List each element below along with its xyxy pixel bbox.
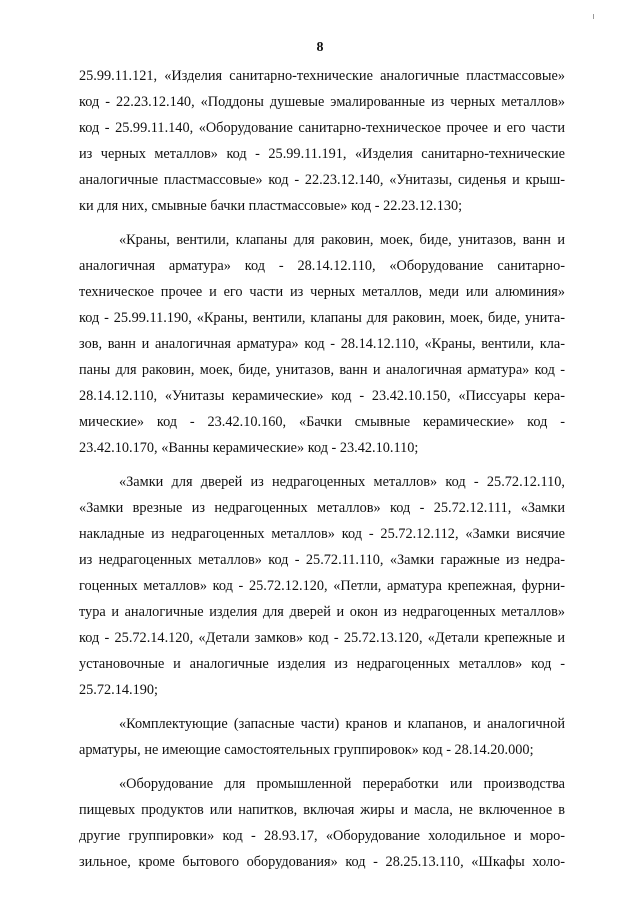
paragraph <box>79 711 565 763</box>
text-line: установочные и аналогичные изделия из недрагоценных металлов» код - <box>79 656 565 672</box>
text-line: пищевых продуктов или напитков, включая жиры и масла, не включенное в <box>79 802 565 818</box>
text-line: накладные из недрагоценных металлов» код - 25.72.12.112, «Замки висячие <box>79 526 565 542</box>
paragraph <box>79 771 565 875</box>
text-line: зов, ванн и аналогичная арматура» код - 28.14.12.110, «Краны, вентили, кла- <box>79 336 565 352</box>
document-body <box>79 63 565 875</box>
text-line: 28.14.12.110, «Унитазы керамические» код - 23.42.10.150, «Писсуары кера- <box>79 388 565 404</box>
text-line: 25.99.11.121, «Изделия санитарно-технические аналогичные пластмассовые» <box>79 68 565 84</box>
text-line: код - 25.72.14.120, «Детали замков» код - 25.72.13.120, «Детали крепежные и <box>79 630 565 646</box>
text-line: тура и аналогичные изделия для дверей и окон из недрагоценных металлов» <box>79 604 565 620</box>
text-line: из недрагоценных металлов» код - 25.72.11.110, «Замки гаражные из недра- <box>79 552 565 568</box>
scan-mark <box>593 14 594 19</box>
text-line: гоценных металлов» код - 25.72.12.120, «Петли, арматура крепежная, фурни- <box>79 578 565 594</box>
text-line: мические» код - 23.42.10.160, «Бачки смывные керамические» код - <box>79 414 565 430</box>
text-line: код - 22.23.12.140, «Поддоны душевые эмалированные из черных металлов» <box>79 94 565 110</box>
text-line: зильное, кроме бытового оборудования» код - 28.25.13.110, «Шкафы холо- <box>79 854 565 870</box>
page-number: 8 <box>316 40 324 55</box>
text-line: «Замки для дверей из недрагоценных металлов» код - 25.72.12.110, <box>119 474 565 490</box>
text-line: аналогичная арматура» код - 28.14.12.110, «Оборудование санитарно- <box>79 258 565 274</box>
paragraph <box>79 469 565 703</box>
paragraph <box>79 227 565 461</box>
text-line: из черных металлов» код - 25.99.11.191, «Изделия санитарно-технические <box>79 146 565 162</box>
text-line: «Замки врезные из недрагоценных металлов» код - 25.72.12.111, «Замки <box>79 500 565 516</box>
paragraph <box>79 63 565 219</box>
text-line: «Комплектующие (запасные части) кранов и клапанов, и аналогичной <box>119 716 565 732</box>
text-line: «Оборудование для промышленной переработки или производства <box>119 776 565 792</box>
text-line: другие группировки» код - 28.93.17, «Оборудование холодильное и моро- <box>79 828 565 844</box>
text-line: паны для раковин, моек, биде, унитазов, ванн и аналогичная арматура» код - <box>79 362 565 378</box>
text-line: техническое прочее и его части из черных металлов, меди или алюминия» <box>79 284 565 300</box>
text-line: 25.72.14.190; <box>79 682 159 698</box>
text-line: аналогичные пластмассовые» код - 22.23.12.140, «Унитазы, сиденья и крыш- <box>79 172 565 188</box>
text-line: ки для них, смывные бачки пластмассовые» код - 22.23.12.130; <box>79 198 463 214</box>
text-line: код - 25.99.11.140, «Оборудование санитарно-техническое прочее и его части <box>79 120 565 136</box>
text-line: «Краны, вентили, клапаны для раковин, моек, биде, унитазов, ванн и <box>119 232 565 248</box>
text-line: арматуры, не имеющие самостоятельных группировок» код - 28.14.20.000; <box>79 742 534 758</box>
text-line: код - 25.99.11.190, «Краны, вентили, клапаны для раковин, моек, биде, унита- <box>79 310 565 326</box>
text-line: 23.42.10.170, «Ванны керамические» код - 23.42.10.110; <box>79 440 419 456</box>
